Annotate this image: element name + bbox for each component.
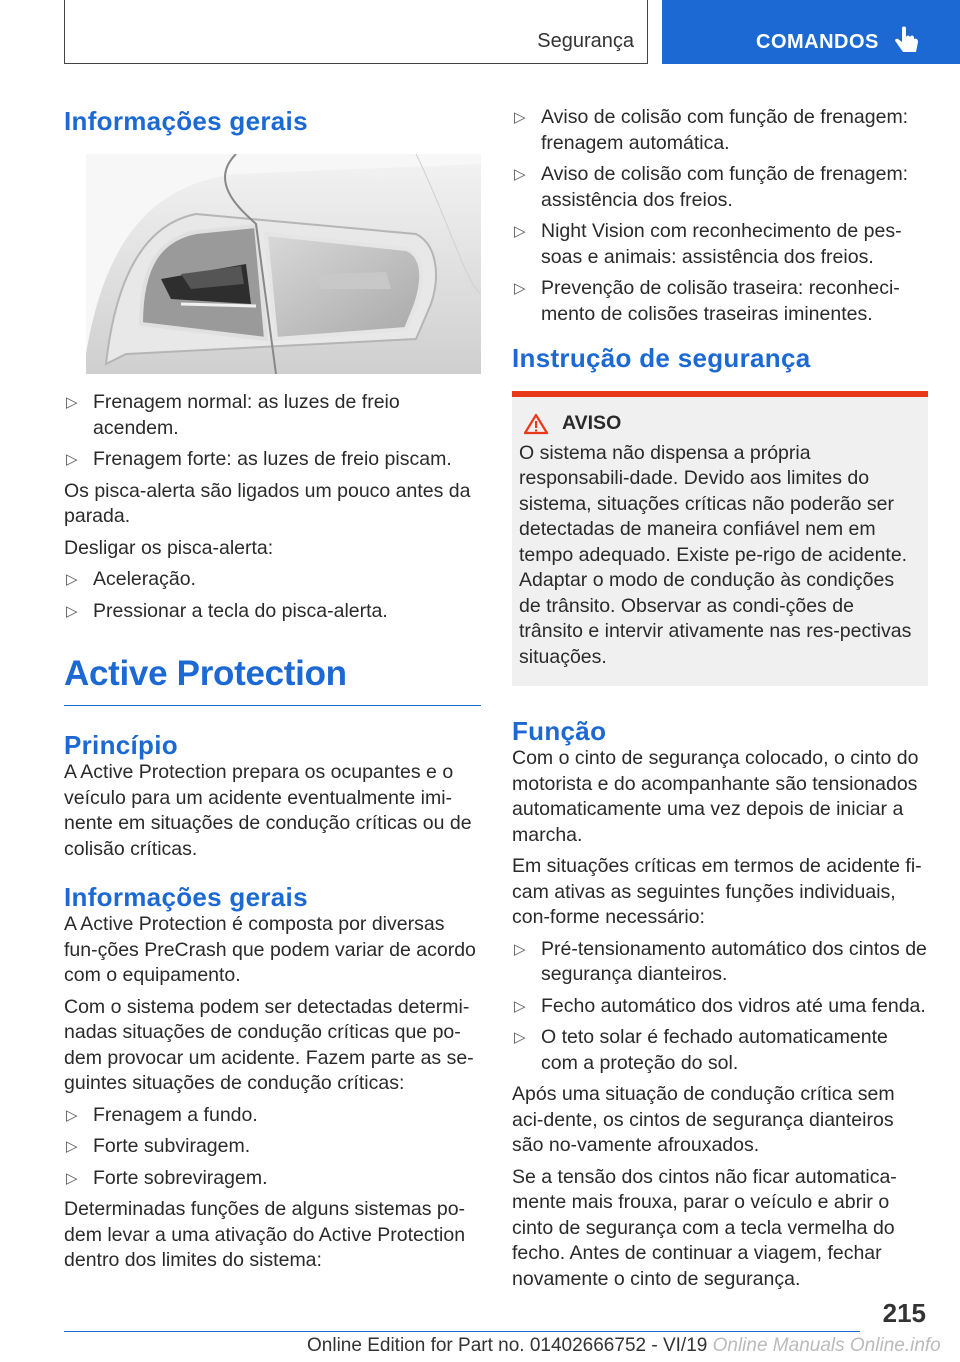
- paragraph: A Active Protection prepara os ocupantes e o veículo para um acidente eventualmente imi-nente em situações de condução críticas ou de colisão críticas.: [64, 761, 472, 860]
- list-item: ▷ Frenagem forte: as luzes de freio piscam.: [64, 447, 481, 473]
- heading-informacoes-gerais-2: Informações gerais: [64, 882, 308, 912]
- paragraph: Os pisca-alerta são ligados um pouco antes da parada.: [64, 479, 471, 527]
- paragraph: Em situações críticas em termos de acidente fi-cam ativas as seguintes funções individuais, con-forme necessário:: [512, 855, 922, 928]
- critical-situations-list: [64, 1103, 481, 1192]
- paragraph: Determinadas funções de alguns sistemas po-dem levar a uma ativação do Active Protection dentro dos limites do sistema:: [64, 1198, 466, 1271]
- warning-title: AVISO: [519, 411, 921, 437]
- page-number: 215: [882, 1298, 926, 1328]
- list-item: ▷ Aviso de colisão com função de frenagem: frenagem automática.: [512, 105, 928, 156]
- list-item: ▷ Pré-tensionamento automático dos cintos de segurança dianteiros.: [512, 937, 928, 988]
- hazard-off-list: [64, 567, 481, 624]
- list-item: ▷ Forte subviragem.: [64, 1134, 481, 1160]
- list-item: ▷ Frenagem normal: as luzes de freio acendem.: [64, 390, 481, 441]
- chapter-title: Active Protection: [64, 654, 347, 693]
- chapter-tab-label: COMANDOS: [756, 31, 879, 53]
- chapter-tab[interactable]: [662, 0, 960, 64]
- warning-triangle-icon: [523, 413, 549, 435]
- paragraph: Após uma situação de condução crítica sem aci-dente, os cintos de segurança dianteiros são no-vamente afrouxados.: [512, 1083, 895, 1156]
- list-item: ▷ Night Vision com reconhecimento de pes-soas e animais: assistência dos freios.: [512, 219, 928, 270]
- list-item: ▷ Pressionar a tecla do pisca-alerta.: [64, 599, 481, 625]
- paragraph: A Active Protection é composta por diversas fun-ções PreCrash que podem variar de acordo com o equipamento.: [64, 913, 476, 986]
- tail-light-image: [86, 154, 481, 374]
- section-title: Segurança: [537, 30, 634, 52]
- list-item: ▷ Aviso de colisão com função de frenagem: assistência dos freios.: [512, 162, 928, 213]
- list-item: ▷ Aceleração.: [64, 567, 481, 593]
- pointing-hand-icon: [893, 26, 921, 56]
- brake-light-list: [64, 390, 481, 473]
- heading-principio: Princípio: [64, 730, 178, 760]
- watermark: Online Manuals Online.info: [712, 1335, 941, 1356]
- footer-rule: [64, 1331, 860, 1332]
- paragraph: Desligar os pisca-alerta:: [64, 536, 274, 559]
- paragraph: Se a tensão dos cintos não ficar automatica-mente mais frouxa, parar o veículo e abrir o cinto de segurança com a tecla vermelha do fecho. Antes de continuar a viagem, fechar novamente o cinto de segurança.: [512, 1165, 897, 1290]
- warning-text: O sistema não dispensa a própria responsabili-dade. Devido aos limites do sistema, situações críticas não poderão ser detectadas de maneira confiável nem em tempo adequado. Existe pe-rigo de acidente. Adaptar o modo de condução às condições de trânsito. Observar as condi-ções de trânsito e intervir ativamente nas res-pectivas situações.: [519, 441, 912, 668]
- list-item: ▷ O teto solar é fechado automaticamente com a proteção do sol.: [512, 1025, 928, 1076]
- list-item: ▷ Frenagem a fundo.: [64, 1103, 481, 1129]
- paragraph: Com o cinto de segurança colocado, o cinto do motorista e do acompanhante são tensionados automaticamente uma vez depois de iniciar a marcha.: [512, 747, 919, 846]
- list-item: ▷ Forte sobreviragem.: [64, 1166, 481, 1192]
- warning-box: [512, 391, 928, 686]
- edition-text: Online Edition for Part no. 01402666752 - VI/19 Online Manuals Online.info: [307, 1335, 941, 1356]
- heading-funcao: Função: [512, 716, 607, 746]
- function-list: [512, 937, 928, 1077]
- heading-instrucao-seguranca: Instrução de segurança: [512, 343, 811, 373]
- paragraph: Com o sistema podem ser detectadas determi-nadas situações de condução críticas que po-dem provocar um acidente. Fazem parte as se-guintes situações de condução críticas:: [64, 995, 474, 1094]
- system-functions-list: [512, 105, 928, 327]
- list-item: ▷ Fecho automático dos vidros até uma fenda.: [512, 994, 928, 1020]
- list-item: ▷ Prevenção de colisão traseira: reconheci-mento de colisões traseiras iminentes.: [512, 276, 928, 327]
- heading-informacoes-gerais: Informações gerais: [64, 106, 308, 136]
